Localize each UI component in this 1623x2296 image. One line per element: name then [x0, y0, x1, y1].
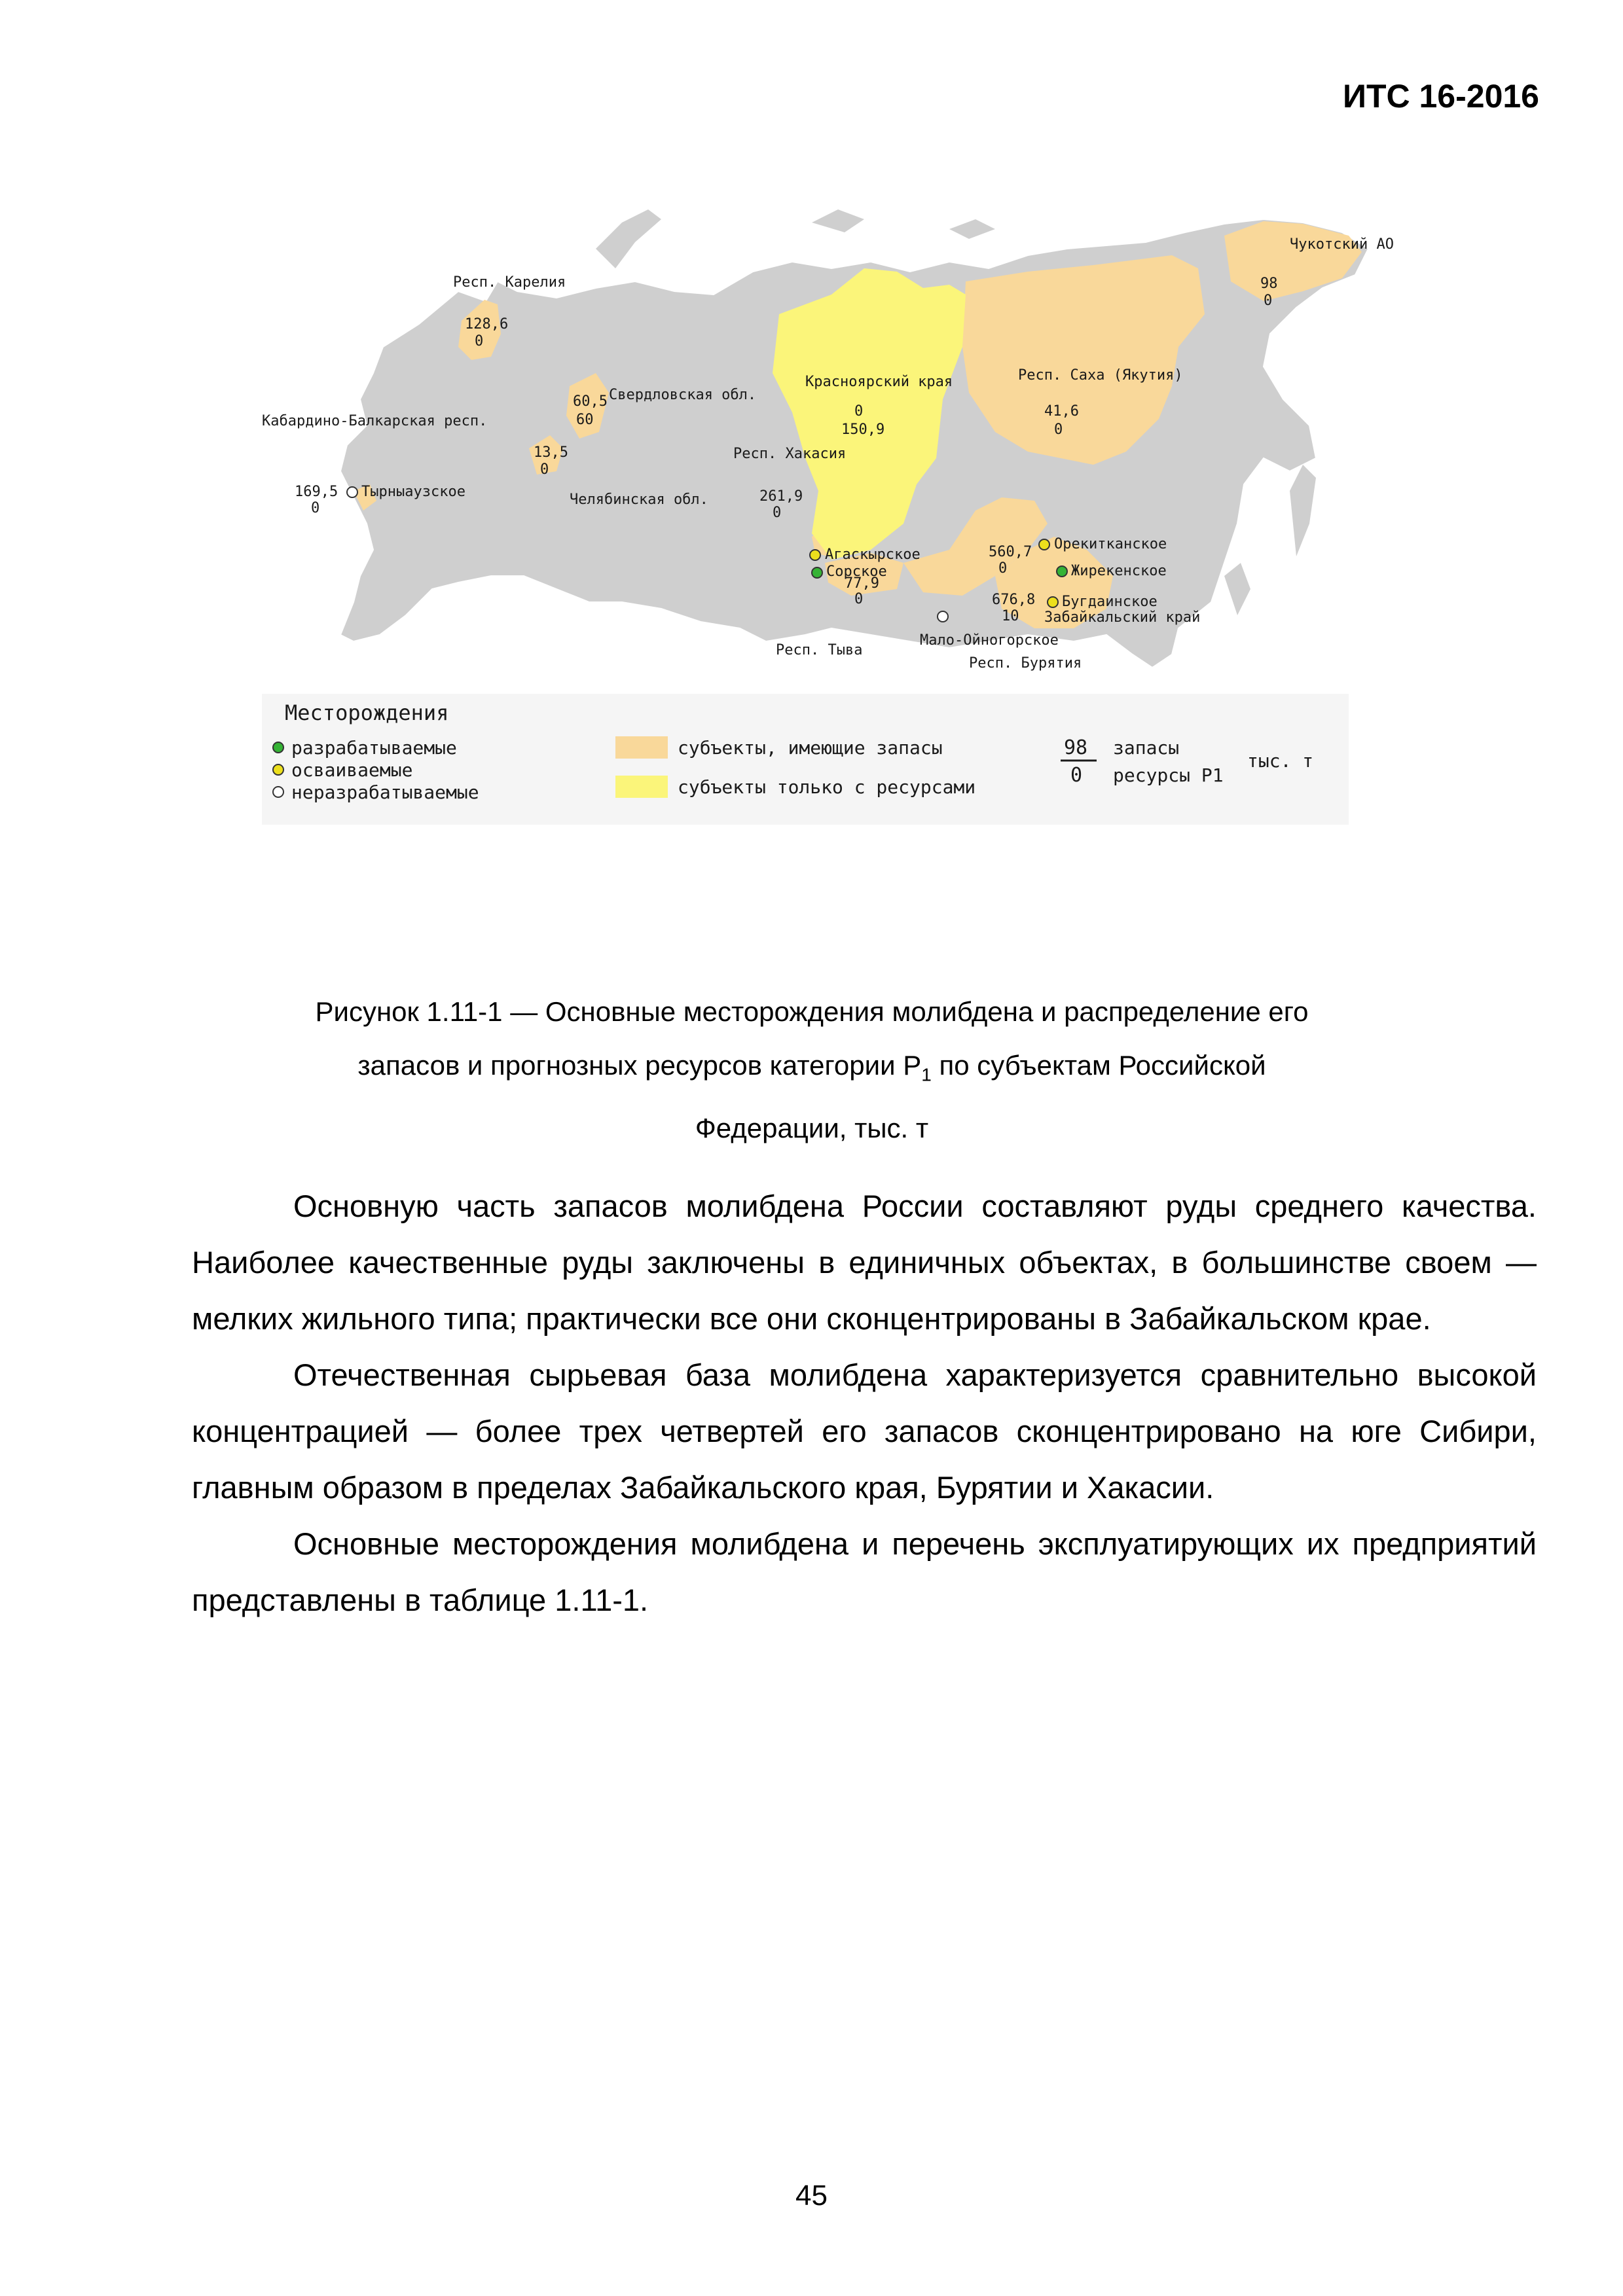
- value-kabardino-reserves: 169,5: [295, 484, 338, 500]
- legend-developed-dot: [273, 742, 283, 753]
- deposit-orekit-label: Орекитканское: [1054, 536, 1167, 552]
- legend-resources-label: ресурсы Р1: [1113, 764, 1224, 786]
- legend-undeveloped-dot: [273, 787, 283, 797]
- deposit-tyrnyauz-label: Тырныаузское: [361, 484, 465, 500]
- value-sverdlovsk-reserves: 60,5: [573, 393, 608, 410]
- value-sakha-reserves: 41,6: [1044, 403, 1079, 420]
- value-karelia-resources: 0: [475, 333, 484, 350]
- deposit-agaskyr-marker: [810, 550, 820, 560]
- molybdenum-map-figure: [242, 183, 1421, 929]
- value-chelyabinsk-reserves: 13,5: [534, 444, 568, 461]
- label-buryatia: Респ. Бурятия: [969, 655, 1082, 672]
- deposit-bugda-marker: [1048, 597, 1058, 607]
- legend-developed: разрабатываемые: [291, 737, 457, 759]
- value-buryatia-resources: 0: [998, 560, 1008, 577]
- value-tyva-resources: 0: [854, 591, 864, 607]
- deposit-zhirek-marker: [1057, 566, 1067, 577]
- paragraph-3: Основные месторождения молибдена и перечень эксплуатирующих их предприятий представлены в таблице 1.11-1.: [192, 1526, 1537, 1617]
- value-chelyabinsk-resources: 0: [540, 461, 549, 478]
- map-islands-arctic: [596, 209, 995, 268]
- value-kabardino-resources: 0: [311, 500, 320, 516]
- label-khakasia: Респ. Хакасия: [733, 446, 847, 462]
- label-tyva: Респ. Тыва: [776, 642, 863, 658]
- document-code: ИТС 16-2016: [1343, 78, 1539, 115]
- legend-resources-swatch: [615, 776, 668, 798]
- legend-undeveloped: неразрабатываемые: [291, 781, 479, 803]
- legend-resources-only: субъекты только с ресурсами: [678, 776, 976, 798]
- value-buryatia-reserves: 560,7: [989, 544, 1032, 560]
- legend-with-reserves: субъекты, имеющие запасы: [678, 737, 943, 759]
- deposit-sorskoe-marker: [812, 567, 822, 578]
- deposit-malo-marker: [938, 611, 948, 622]
- value-krasnoyarsk-reserves: 0: [854, 403, 864, 420]
- deposit-tyrnyauz-marker: [347, 487, 357, 497]
- value-karelia-reserves: 128,6: [465, 316, 509, 332]
- page-number: 45: [795, 2179, 828, 2212]
- legend-sample-resources: 0: [1070, 764, 1083, 787]
- deposit-orekit-marker: [1039, 539, 1049, 550]
- map-legend: [262, 694, 1349, 825]
- value-tyva-reserves: 77,9: [845, 575, 879, 592]
- caption-line-2: запасов и прогнозных ресурсов категории $Р_1$ по субъектам Российской: [357, 1050, 1266, 1085]
- paragraph-1: Основную часть запасов молибдена России составляют руды среднего качества. Наиболее качественные руды заключены в единичных объектах, в большинстве своем — мелких жильного типа; практически все они сконцентрированы в Забайкальском крае.: [192, 1189, 1537, 1336]
- deposit-malo-label: Мало-Ойногорское: [920, 632, 1059, 649]
- label-zabaikalsky: Забайкальский край: [1044, 609, 1201, 626]
- label-kabardino: Кабардино-Балкарская респ.: [262, 413, 488, 429]
- value-chukotka-resources: 0: [1264, 293, 1273, 309]
- value-krasnoyarsk-resources: 150,9: [841, 422, 885, 438]
- caption-line-3: Федерации, тыс. т: [695, 1113, 929, 1144]
- value-zabaikalsky-resources: 10: [1002, 608, 1019, 624]
- label-sakha: Респ. Саха (Якутия): [1018, 367, 1183, 384]
- legend-unit: тыс. т: [1247, 750, 1314, 772]
- value-khakasia-resources: 0: [773, 505, 782, 521]
- legend-developing-dot: [273, 764, 283, 775]
- legend-reserves-swatch: [615, 736, 668, 759]
- value-sakha-resources: 0: [1054, 422, 1063, 438]
- legend-sample-reserves: 98: [1064, 736, 1088, 759]
- value-zabaikalsky-reserves: 676,8: [992, 592, 1036, 608]
- value-chukotka-reserves: 98: [1260, 276, 1278, 292]
- deposit-sorskoe-label: Сорское: [826, 564, 887, 580]
- label-karelia: Респ. Карелия: [453, 274, 566, 291]
- deposit-zhirek-label: Жирекенское: [1071, 563, 1167, 579]
- value-sverdlovsk-resources: 60: [576, 412, 594, 428]
- label-sverdlovsk: Свердловская обл.: [609, 387, 757, 403]
- deposit-agaskyr-label: Агаскырское: [825, 547, 921, 563]
- body-text: [192, 1178, 1537, 1628]
- label-krasnoyarsk: Красноярский края: [805, 374, 953, 390]
- figure-caption: [216, 985, 1408, 1155]
- paragraph-2: Отечественная сырьевая база молибдена характеризуется сравнительно высокой концентрацией — более трех четвертей его запасов сконцентрировано на юге Сибири, главным образом в пределах Забайкальского края, Бурятии и Хакасии.: [192, 1357, 1537, 1505]
- caption-line-1: Рисунок 1.11-1 — Основные месторождения молибдена и распределение его: [315, 996, 1309, 1027]
- russia-map: [242, 183, 1421, 929]
- value-khakasia-reserves: 261,9: [759, 488, 803, 505]
- label-chelyabinsk: Челябинская обл.: [570, 492, 708, 508]
- legend-developing: осваиваемые: [291, 759, 413, 781]
- label-chukotka: Чукотский АО: [1290, 236, 1394, 253]
- deposit-bugda-label: Бугдаинское: [1062, 594, 1158, 610]
- legend-title: Месторождения: [285, 700, 449, 725]
- legend-reserves-label: запасы: [1113, 737, 1180, 759]
